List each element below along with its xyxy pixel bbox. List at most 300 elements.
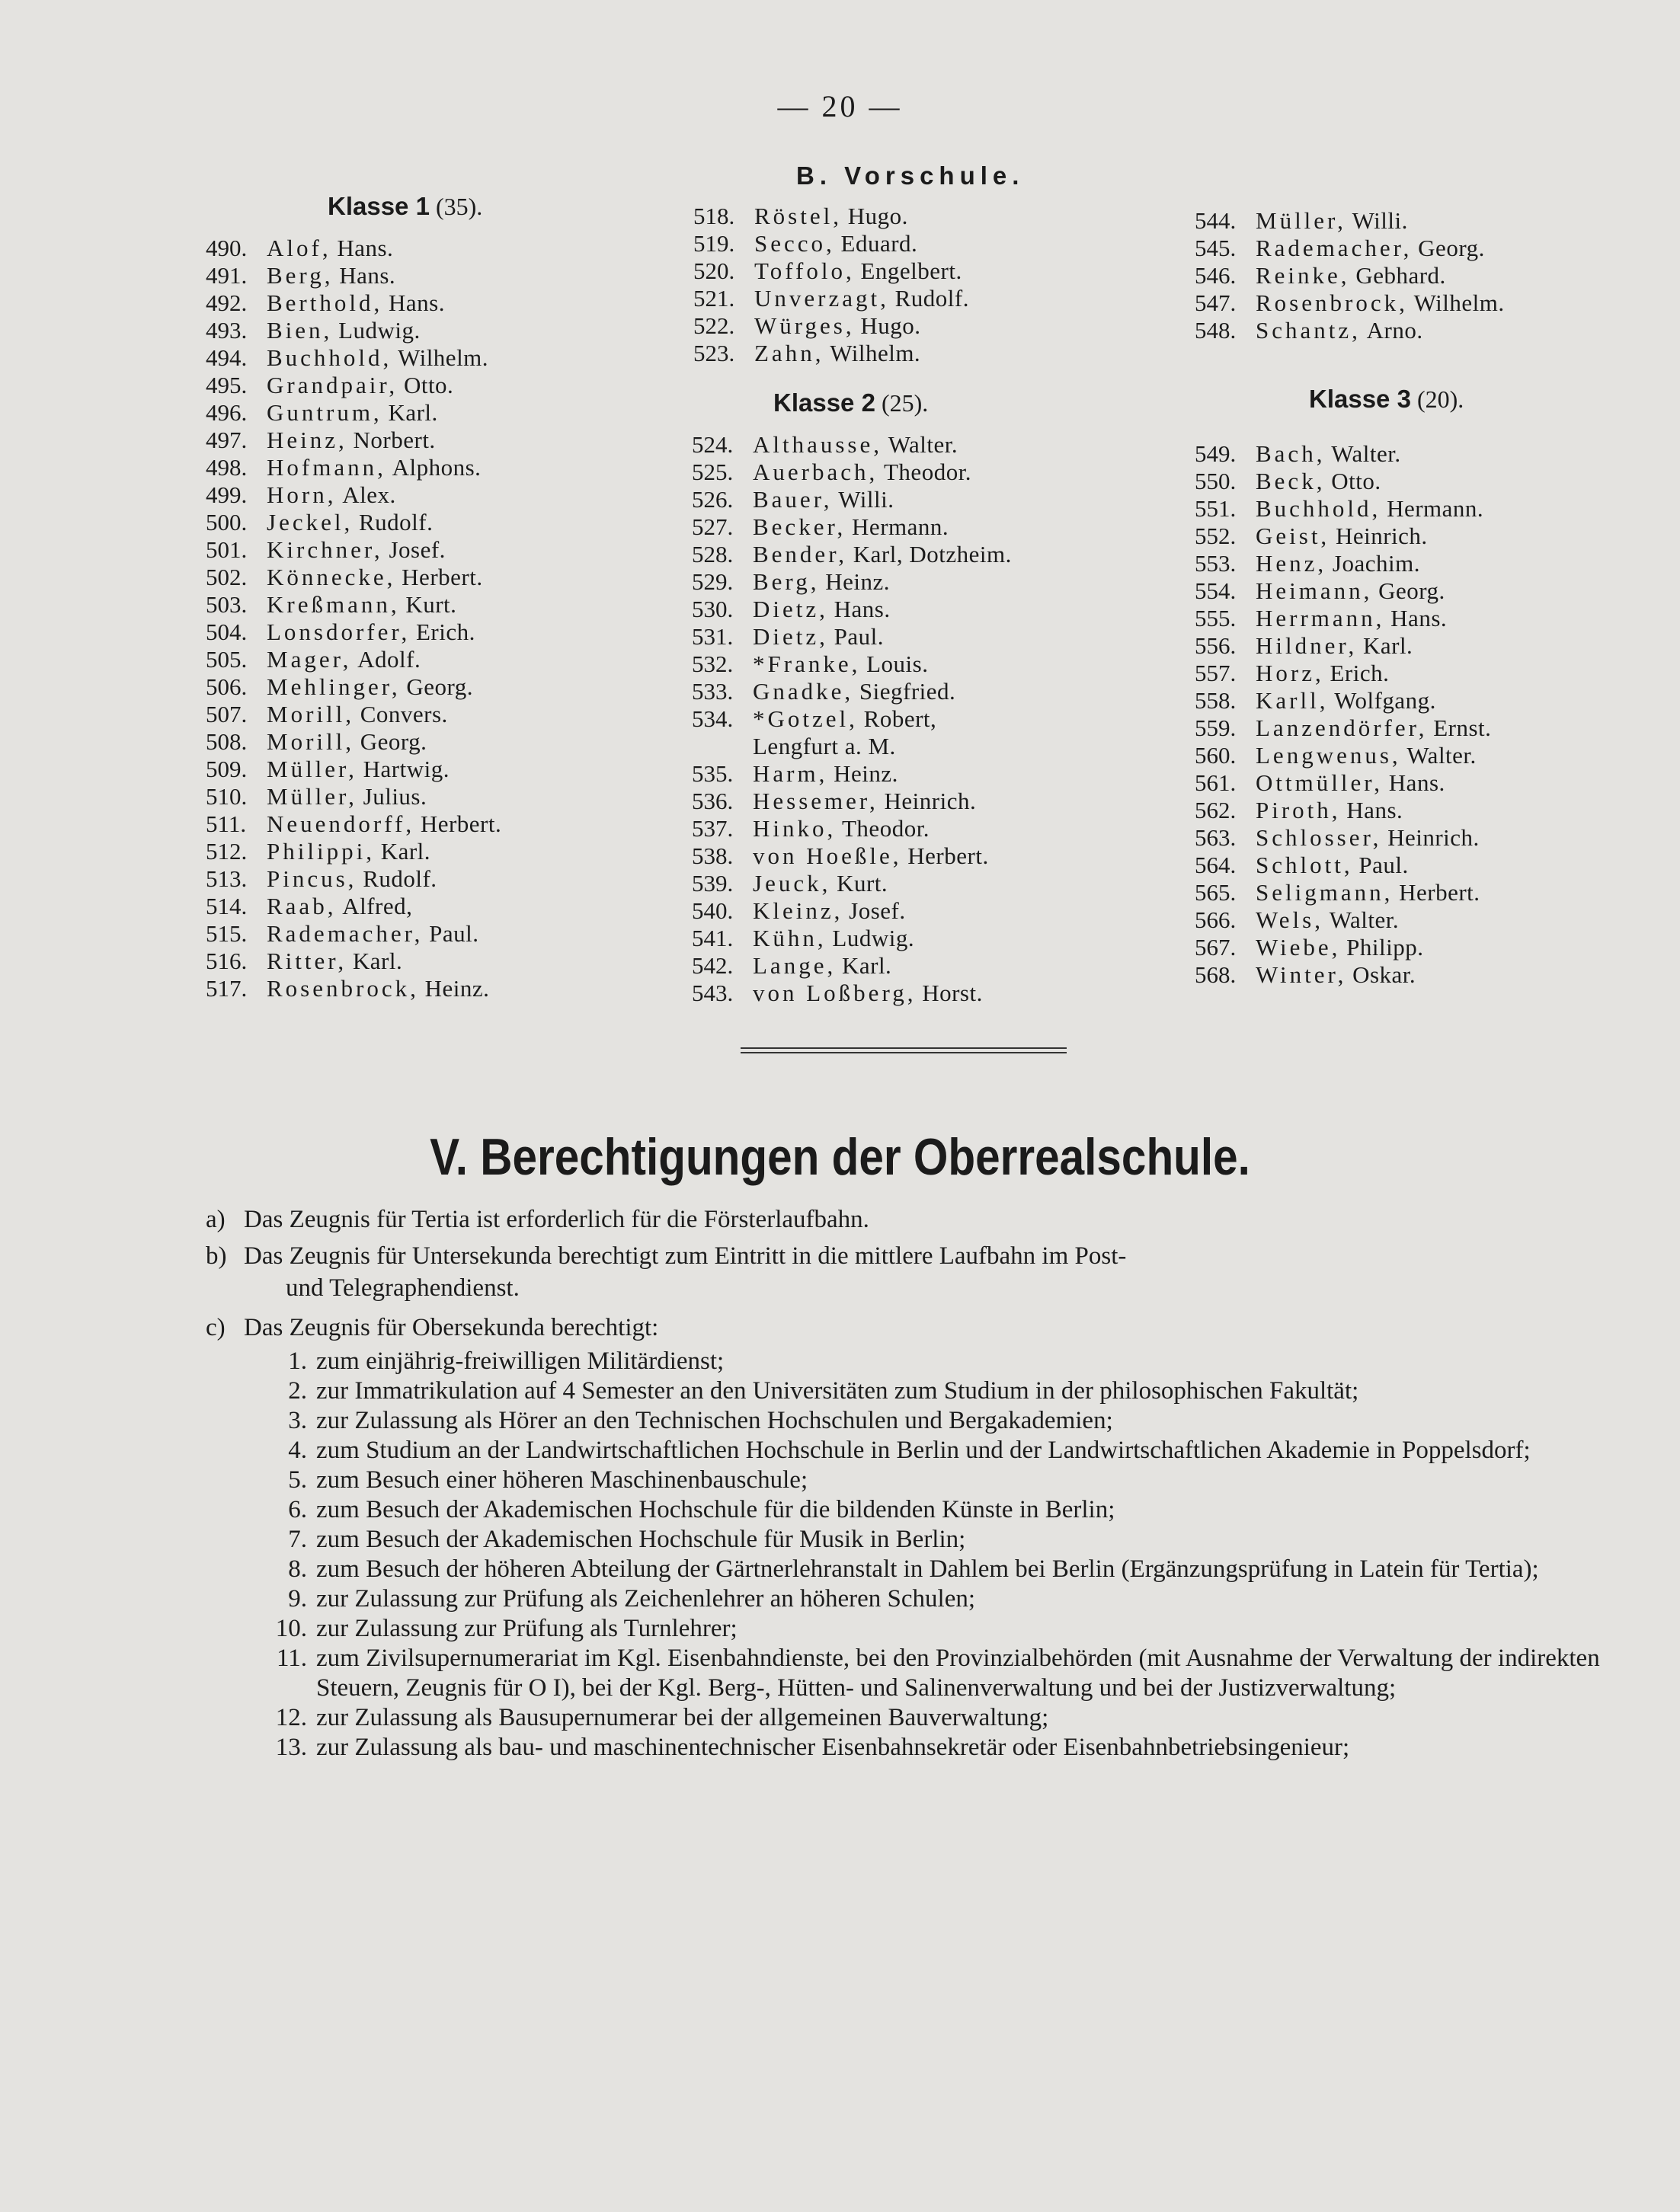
paragraph-c-label: c) bbox=[206, 1314, 226, 1341]
entitlement-number: 10. bbox=[275, 1615, 307, 1642]
student-firstname: Hans. bbox=[337, 235, 394, 261]
student-entry bbox=[692, 705, 1012, 760]
student-entry bbox=[692, 678, 1012, 705]
entitlement-text: zur Zulassung zur Prüfung als Zeichenlehrer an höheren Schulen; bbox=[316, 1585, 976, 1613]
student-entry bbox=[1195, 879, 1491, 906]
student-surname: Harm, bbox=[753, 760, 828, 787]
student-surname: Mehlinger, bbox=[267, 673, 401, 700]
student-surname: Bien, bbox=[267, 317, 333, 344]
entitlement-number: 5. bbox=[288, 1466, 307, 1494]
student-entry bbox=[1195, 262, 1505, 289]
student-firstname: Wilhelm. bbox=[398, 344, 489, 371]
student-entry bbox=[206, 454, 501, 481]
student-firstname: Heinrich. bbox=[1335, 523, 1428, 549]
student-entry bbox=[692, 897, 1012, 925]
student-firstname: Paul. bbox=[429, 920, 479, 947]
student-entry bbox=[692, 568, 1012, 596]
student-number: 518. bbox=[693, 203, 735, 229]
student-entry bbox=[693, 312, 969, 340]
student-entry bbox=[1195, 906, 1491, 934]
student-surname: von Loßberg, bbox=[753, 980, 917, 1006]
student-firstname: Norbert. bbox=[353, 427, 436, 453]
student-entry bbox=[206, 344, 501, 372]
student-entry bbox=[206, 372, 501, 399]
student-number: 508. bbox=[206, 728, 248, 755]
student-entry bbox=[206, 893, 501, 920]
student-number: 558. bbox=[1195, 687, 1237, 714]
student-entry bbox=[206, 481, 501, 509]
student-surname: Auerbach, bbox=[753, 459, 878, 485]
student-number: 520. bbox=[693, 257, 735, 284]
student-firstname: Karl. bbox=[1362, 632, 1413, 659]
student-firstname: Rudolf. bbox=[363, 865, 437, 892]
student-entry bbox=[1195, 769, 1491, 797]
student-entry bbox=[693, 203, 969, 230]
student-number: 507. bbox=[206, 701, 248, 727]
student-entry bbox=[1195, 961, 1491, 989]
student-entry bbox=[206, 865, 501, 893]
student-entry bbox=[206, 838, 501, 865]
student-entry bbox=[206, 509, 501, 536]
student-entry bbox=[1195, 797, 1491, 824]
student-surname: Bender, bbox=[753, 541, 848, 567]
student-firstname: Wilhelm. bbox=[1413, 289, 1505, 316]
paragraph-b-text: Das Zeugnis für Untersekunda berechtigt zum Eintritt in die mittlere Laufbahn im Post- bbox=[244, 1242, 1127, 1270]
student-number: 515. bbox=[206, 920, 248, 947]
student-number: 530. bbox=[692, 596, 734, 622]
paragraph-c-text: Das Zeugnis für Obersekunda berechtigt: bbox=[244, 1314, 659, 1341]
student-entry bbox=[206, 810, 501, 838]
class-3-list bbox=[1195, 440, 1491, 989]
student-entry bbox=[206, 646, 501, 673]
student-surname: Buchhold, bbox=[1256, 495, 1381, 522]
student-number: 533. bbox=[692, 678, 734, 705]
student-firstname: Theodor. bbox=[884, 459, 972, 485]
student-surname: Geist, bbox=[1256, 523, 1330, 549]
student-entry bbox=[1195, 742, 1491, 769]
student-surname: Bach, bbox=[1256, 440, 1326, 467]
student-surname: *Franke, bbox=[753, 650, 861, 677]
student-number: 512. bbox=[206, 838, 248, 865]
student-number: 551. bbox=[1195, 495, 1237, 522]
student-entry bbox=[206, 289, 501, 317]
student-firstname: Heinz. bbox=[834, 760, 898, 787]
entitlement-text: zum Besuch der höheren Abteilung der Gärtnerlehranstalt in Dahlem bei Berlin (Ergänzungsprüfung in Latein für Tertia); bbox=[316, 1555, 1539, 1583]
student-entry bbox=[206, 673, 501, 701]
entitlement-item bbox=[270, 1406, 1600, 1436]
paragraph-a-text: Das Zeugnis für Tertia ist erforderlich für die Försterlaufbahn. bbox=[244, 1206, 869, 1233]
student-entry bbox=[206, 701, 501, 728]
entitlement-text: zum Besuch der Akademischen Hochschule für die bildenden Künste in Berlin; bbox=[316, 1496, 1115, 1523]
student-firstname: Willi. bbox=[1352, 207, 1408, 234]
student-number: 511. bbox=[206, 810, 247, 837]
entitlement-item bbox=[270, 1733, 1600, 1763]
student-firstname: Herbert. bbox=[420, 810, 502, 837]
student-number: 537. bbox=[692, 815, 734, 842]
student-firstname: Eduard. bbox=[840, 230, 918, 257]
entitlement-text: zur Zulassung als Hörer an den Technischen Hochschulen und Bergakademien; bbox=[316, 1407, 1113, 1434]
student-firstname: Georg. bbox=[406, 673, 474, 700]
entitlement-number: 4. bbox=[288, 1437, 307, 1464]
student-surname: Piroth, bbox=[1256, 797, 1341, 823]
student-number: 492. bbox=[206, 289, 248, 316]
student-entry bbox=[1195, 523, 1491, 550]
student-entry bbox=[693, 230, 969, 257]
student-surname: Lengwenus, bbox=[1256, 742, 1401, 769]
student-number: 509. bbox=[206, 756, 248, 782]
paragraph-a-label: a) bbox=[206, 1206, 226, 1233]
student-number: 525. bbox=[692, 459, 734, 485]
student-surname: Zahn, bbox=[754, 340, 824, 366]
page-number: — 20 — bbox=[777, 89, 903, 123]
student-firstname: Theodor. bbox=[842, 815, 930, 842]
student-number: 553. bbox=[1195, 550, 1237, 577]
student-number: 523. bbox=[693, 340, 735, 366]
student-surname: Rosenbrock, bbox=[267, 975, 419, 1002]
student-number: 506. bbox=[206, 673, 248, 700]
student-number: 555. bbox=[1195, 605, 1237, 631]
student-surname: Jeckel, bbox=[267, 509, 354, 535]
student-firstname: Oskar. bbox=[1352, 961, 1416, 988]
student-surname: Morill, bbox=[267, 728, 354, 755]
student-entry bbox=[1195, 440, 1491, 468]
student-entry bbox=[1195, 687, 1491, 714]
student-number: 554. bbox=[1195, 577, 1237, 604]
student-firstname: Adolf. bbox=[357, 646, 421, 673]
student-surname: Lange, bbox=[753, 952, 837, 979]
student-firstname: Hermann. bbox=[852, 513, 949, 540]
student-surname: Unverzagt, bbox=[754, 285, 889, 312]
student-number: 557. bbox=[1195, 660, 1237, 686]
paragraph-b bbox=[206, 1240, 1600, 1304]
student-surname: Ritter, bbox=[267, 948, 347, 974]
student-firstname: Georg. bbox=[1418, 235, 1485, 261]
student-surname: Reinke, bbox=[1256, 262, 1350, 289]
student-entry bbox=[692, 431, 1012, 459]
student-surname: Wels, bbox=[1256, 906, 1323, 933]
student-surname: Pincus, bbox=[267, 865, 357, 892]
student-number: 493. bbox=[206, 317, 248, 344]
student-surname: Raab, bbox=[267, 893, 337, 919]
student-number: 566. bbox=[1195, 906, 1237, 933]
student-entry bbox=[206, 783, 501, 810]
student-entry bbox=[206, 317, 501, 344]
student-number: 563. bbox=[1195, 824, 1237, 851]
student-firstname: Hans. bbox=[339, 262, 396, 289]
student-entry bbox=[692, 925, 1012, 952]
student-surname: Röstel, bbox=[754, 203, 842, 229]
student-number: 544. bbox=[1195, 207, 1237, 234]
student-firstname: Convers. bbox=[360, 701, 448, 727]
student-surname: *Gotzel, bbox=[753, 705, 858, 732]
student-number: 498. bbox=[206, 454, 248, 481]
student-firstname: Herbert. bbox=[907, 842, 989, 869]
student-entry bbox=[206, 235, 501, 262]
student-entry bbox=[692, 486, 1012, 513]
student-surname: Könnecke, bbox=[267, 564, 396, 590]
student-entry bbox=[206, 591, 501, 619]
student-surname: Müller, bbox=[1256, 207, 1346, 234]
entitlement-text: zur Zulassung zur Prüfung als Turnlehrer; bbox=[316, 1615, 738, 1642]
entitlement-text: zum Besuch einer höheren Maschinenbauschule; bbox=[316, 1466, 808, 1494]
entitlement-number: 13. bbox=[275, 1734, 307, 1761]
student-firstname: Kurt. bbox=[837, 870, 888, 897]
student-surname: Henz, bbox=[1256, 550, 1327, 577]
student-number: 552. bbox=[1195, 523, 1237, 549]
student-firstname: Walter. bbox=[1406, 742, 1477, 769]
student-firstname: Hans. bbox=[389, 289, 445, 316]
student-number: 564. bbox=[1195, 852, 1237, 878]
entitlement-text: zur Zulassung als Bausupernumerar bei der allgemeinen Bauverwaltung; bbox=[316, 1704, 1049, 1731]
student-firstname: Josef. bbox=[389, 536, 446, 563]
paragraph-b-label: b) bbox=[206, 1242, 227, 1270]
entitlement-number: 7. bbox=[288, 1526, 307, 1553]
student-entry bbox=[693, 285, 969, 312]
student-entry bbox=[692, 596, 1012, 623]
student-surname: Horz, bbox=[1256, 660, 1324, 686]
student-number: 494. bbox=[206, 344, 248, 371]
entitlement-item bbox=[270, 1347, 1600, 1376]
student-surname: Guntrum, bbox=[267, 399, 382, 426]
student-number: 503. bbox=[206, 591, 248, 618]
entitlement-item bbox=[270, 1376, 1600, 1406]
student-surname: Wiebe, bbox=[1256, 934, 1341, 961]
student-number: 542. bbox=[692, 952, 734, 979]
student-entry bbox=[1195, 852, 1491, 879]
student-entry bbox=[693, 257, 969, 285]
student-surname: Berg, bbox=[753, 568, 820, 595]
student-number: 560. bbox=[1195, 742, 1237, 769]
student-surname: Heinz, bbox=[267, 427, 347, 453]
student-number: 535. bbox=[692, 760, 734, 787]
student-number: 521. bbox=[693, 285, 735, 312]
student-number: 549. bbox=[1195, 440, 1237, 467]
student-surname: Bauer, bbox=[753, 486, 833, 513]
class-2-list bbox=[692, 431, 1012, 1007]
student-surname: Alof, bbox=[267, 235, 331, 261]
student-firstname: Willi. bbox=[838, 486, 894, 513]
entitlement-number: 2. bbox=[288, 1377, 307, 1405]
student-firstname: Karl. bbox=[352, 948, 403, 974]
student-entry bbox=[692, 980, 1012, 1007]
entitlement-item bbox=[270, 1495, 1600, 1525]
student-number: 568. bbox=[1195, 961, 1237, 988]
student-firstname: Otto. bbox=[403, 372, 454, 398]
student-number: 513. bbox=[206, 865, 248, 892]
student-number: 522. bbox=[693, 312, 735, 339]
student-entry bbox=[1195, 207, 1505, 235]
student-surname: Kleinz, bbox=[753, 897, 843, 924]
student-entry bbox=[206, 564, 501, 591]
student-number: 531. bbox=[692, 623, 734, 650]
student-surname: Kühn, bbox=[753, 925, 827, 951]
student-surname: Schlosser, bbox=[1256, 824, 1382, 851]
student-surname: Seligmann, bbox=[1256, 879, 1394, 906]
student-entry bbox=[692, 513, 1012, 541]
student-surname: Heimann, bbox=[1256, 577, 1373, 604]
class-2-continued-list bbox=[1195, 207, 1505, 344]
student-firstname: Joachim. bbox=[1332, 550, 1420, 577]
student-number: 495. bbox=[206, 372, 248, 398]
entitlement-number: 3. bbox=[288, 1407, 307, 1434]
student-surname: Grandpair, bbox=[267, 372, 398, 398]
student-entry bbox=[692, 541, 1012, 568]
student-number: 540. bbox=[692, 897, 734, 924]
student-number: 524. bbox=[692, 431, 734, 458]
entitlement-number: 12. bbox=[275, 1704, 307, 1731]
class-3-heading bbox=[1309, 385, 1464, 414]
entitlement-text: zur Immatrikulation auf 4 Semester an den Universitäten zum Studium in der philosophischen Fakultät; bbox=[316, 1377, 1359, 1405]
student-firstname: Georg. bbox=[360, 728, 427, 755]
student-surname: Mager, bbox=[267, 646, 352, 673]
student-firstname: Karl. bbox=[388, 399, 438, 426]
student-number: 505. bbox=[206, 646, 248, 673]
student-firstname: Ludwig. bbox=[338, 317, 421, 344]
student-entry bbox=[1195, 632, 1491, 660]
section-title: V. Berechtigungen der Oberrealschule. bbox=[430, 1128, 1250, 1186]
student-surname: Winter, bbox=[1256, 961, 1347, 988]
paragraph-a bbox=[206, 1203, 1600, 1235]
student-surname: Herrmann, bbox=[1256, 605, 1385, 631]
student-number: 539. bbox=[692, 870, 734, 897]
entitlement-number: 1. bbox=[288, 1347, 307, 1375]
student-firstname: Engelbert. bbox=[860, 257, 962, 284]
student-firstname: Karl, Dotzheim. bbox=[853, 541, 1012, 567]
student-number: 561. bbox=[1195, 769, 1237, 796]
student-number: 541. bbox=[692, 925, 734, 951]
student-number: 559. bbox=[1195, 714, 1237, 741]
entitlement-item bbox=[270, 1614, 1600, 1644]
entitlement-text: zum einjährig-freiwilligen Militärdienst; bbox=[316, 1347, 725, 1375]
student-number: 532. bbox=[692, 650, 734, 677]
student-firstname: Georg. bbox=[1378, 577, 1445, 604]
student-surname: Ottmüller, bbox=[1256, 769, 1384, 796]
student-firstname: Arno. bbox=[1366, 317, 1423, 344]
class-2-count: (25). bbox=[881, 389, 929, 417]
student-number: 519. bbox=[693, 230, 735, 257]
student-entry bbox=[1195, 934, 1491, 961]
student-surname: Hessemer, bbox=[753, 788, 878, 814]
student-number: 534. bbox=[692, 705, 734, 732]
entitlement-item bbox=[270, 1436, 1600, 1466]
entitlement-item bbox=[270, 1703, 1600, 1733]
student-entry bbox=[692, 842, 1012, 870]
student-firstname: Walter. bbox=[1329, 906, 1400, 933]
student-number: 567. bbox=[1195, 934, 1237, 961]
student-firstname: Karl. bbox=[380, 838, 431, 865]
student-entry bbox=[206, 948, 501, 975]
student-firstname: Hugo. bbox=[860, 312, 921, 339]
student-number: 529. bbox=[692, 568, 734, 595]
student-firstname: Josef. bbox=[849, 897, 906, 924]
student-entry bbox=[206, 920, 501, 948]
student-number: 543. bbox=[692, 980, 734, 1006]
student-entry bbox=[692, 815, 1012, 842]
entitlement-item bbox=[270, 1525, 1600, 1555]
student-entry bbox=[692, 459, 1012, 486]
student-surname: Rademacher, bbox=[267, 920, 424, 947]
student-number: 545. bbox=[1195, 235, 1237, 261]
student-surname: Secco, bbox=[754, 230, 835, 257]
student-firstname: Robert, bbox=[863, 705, 937, 732]
student-number: 497. bbox=[206, 427, 248, 453]
student-entry bbox=[693, 340, 969, 367]
student-number: 527. bbox=[692, 513, 734, 540]
vorschule-list bbox=[693, 203, 969, 367]
student-number: 562. bbox=[1195, 797, 1237, 823]
student-number: 536. bbox=[692, 788, 734, 814]
student-number: 514. bbox=[206, 893, 248, 919]
student-surname: Würges, bbox=[754, 312, 855, 339]
divider-rule bbox=[741, 1047, 1067, 1053]
class-1-title: Klasse 1 bbox=[328, 192, 430, 220]
entitlement-text: zum Zivilsupernumerariat im Kgl. Eisenbahndienste, bei den Provinzialbehörden (mit Ausnahme der Verwaltung der indirekten Steuern, Zeugnis für O I), bei der Kgl. Berg-, Hütten- und Salinenverwaltung und bei der Justizverwaltung; bbox=[316, 1645, 1600, 1702]
student-firstname: Heinrich. bbox=[1387, 824, 1480, 851]
entitlement-text: zum Besuch der Akademischen Hochschule für Musik in Berlin; bbox=[316, 1526, 966, 1553]
student-surname: von Hoeßle, bbox=[753, 842, 902, 869]
vorschule-heading: B. Vorschule. bbox=[796, 161, 1025, 190]
student-firstname: Julius. bbox=[363, 783, 427, 810]
student-entry bbox=[692, 870, 1012, 897]
student-firstname: Wolfgang. bbox=[1334, 687, 1436, 714]
student-surname: Dietz, bbox=[753, 596, 828, 622]
student-entry bbox=[1195, 660, 1491, 687]
student-surname: Hildner, bbox=[1256, 632, 1358, 659]
student-surname: Lonsdorfer, bbox=[267, 619, 411, 645]
student-firstname: Hans. bbox=[1346, 797, 1403, 823]
entitlement-text: zur Zulassung als bau- und maschinentechnischer Eisenbahnsekretär oder Eisenbahnbetriebsingenieur; bbox=[316, 1734, 1350, 1761]
student-firstname: Paul. bbox=[834, 623, 885, 650]
student-entry bbox=[206, 728, 501, 756]
student-surname: Becker, bbox=[753, 513, 846, 540]
student-firstname: Kurt. bbox=[405, 591, 457, 618]
student-surname: Hinko, bbox=[753, 815, 837, 842]
student-firstname: Horst. bbox=[922, 980, 983, 1006]
class-1-heading bbox=[328, 192, 482, 221]
paragraph-c bbox=[206, 1312, 1600, 1344]
student-firstname: Heinz. bbox=[825, 568, 890, 595]
student-number: 490. bbox=[206, 235, 248, 261]
student-firstname: Alfred, bbox=[342, 893, 413, 919]
student-firstname: Alex. bbox=[342, 481, 396, 508]
student-firstname: Otto. bbox=[1331, 468, 1381, 494]
entitlement-item bbox=[270, 1555, 1600, 1584]
entitlement-number: 8. bbox=[288, 1555, 307, 1583]
student-firstname: Rudolf. bbox=[894, 285, 969, 312]
student-entry bbox=[1195, 550, 1491, 577]
student-firstname: Alphons. bbox=[392, 454, 482, 481]
student-entry bbox=[1195, 468, 1491, 495]
class-2-title: Klasse 2 bbox=[773, 388, 875, 417]
student-entry bbox=[206, 399, 501, 427]
student-surname: Kirchner, bbox=[267, 536, 383, 563]
student-number: 500. bbox=[206, 509, 248, 535]
student-entry bbox=[692, 952, 1012, 980]
entitlement-item bbox=[270, 1466, 1600, 1495]
student-surname: Kreßmann, bbox=[267, 591, 400, 618]
student-surname: Dietz, bbox=[753, 623, 828, 650]
entitlement-text: zum Studium an der Landwirtschaftlichen Hochschule in Berlin und der Landwirtschaftlichen Akademie in Poppelsdorf; bbox=[316, 1437, 1531, 1464]
student-entry bbox=[1195, 824, 1491, 852]
student-number: 496. bbox=[206, 399, 248, 426]
student-entry bbox=[1195, 289, 1505, 317]
student-surname: Jeuck, bbox=[753, 870, 831, 897]
class-1-count: (35). bbox=[435, 193, 483, 220]
student-number: 491. bbox=[206, 262, 248, 289]
student-number: 504. bbox=[206, 619, 248, 645]
student-entry bbox=[692, 760, 1012, 788]
student-entry bbox=[1195, 495, 1491, 523]
